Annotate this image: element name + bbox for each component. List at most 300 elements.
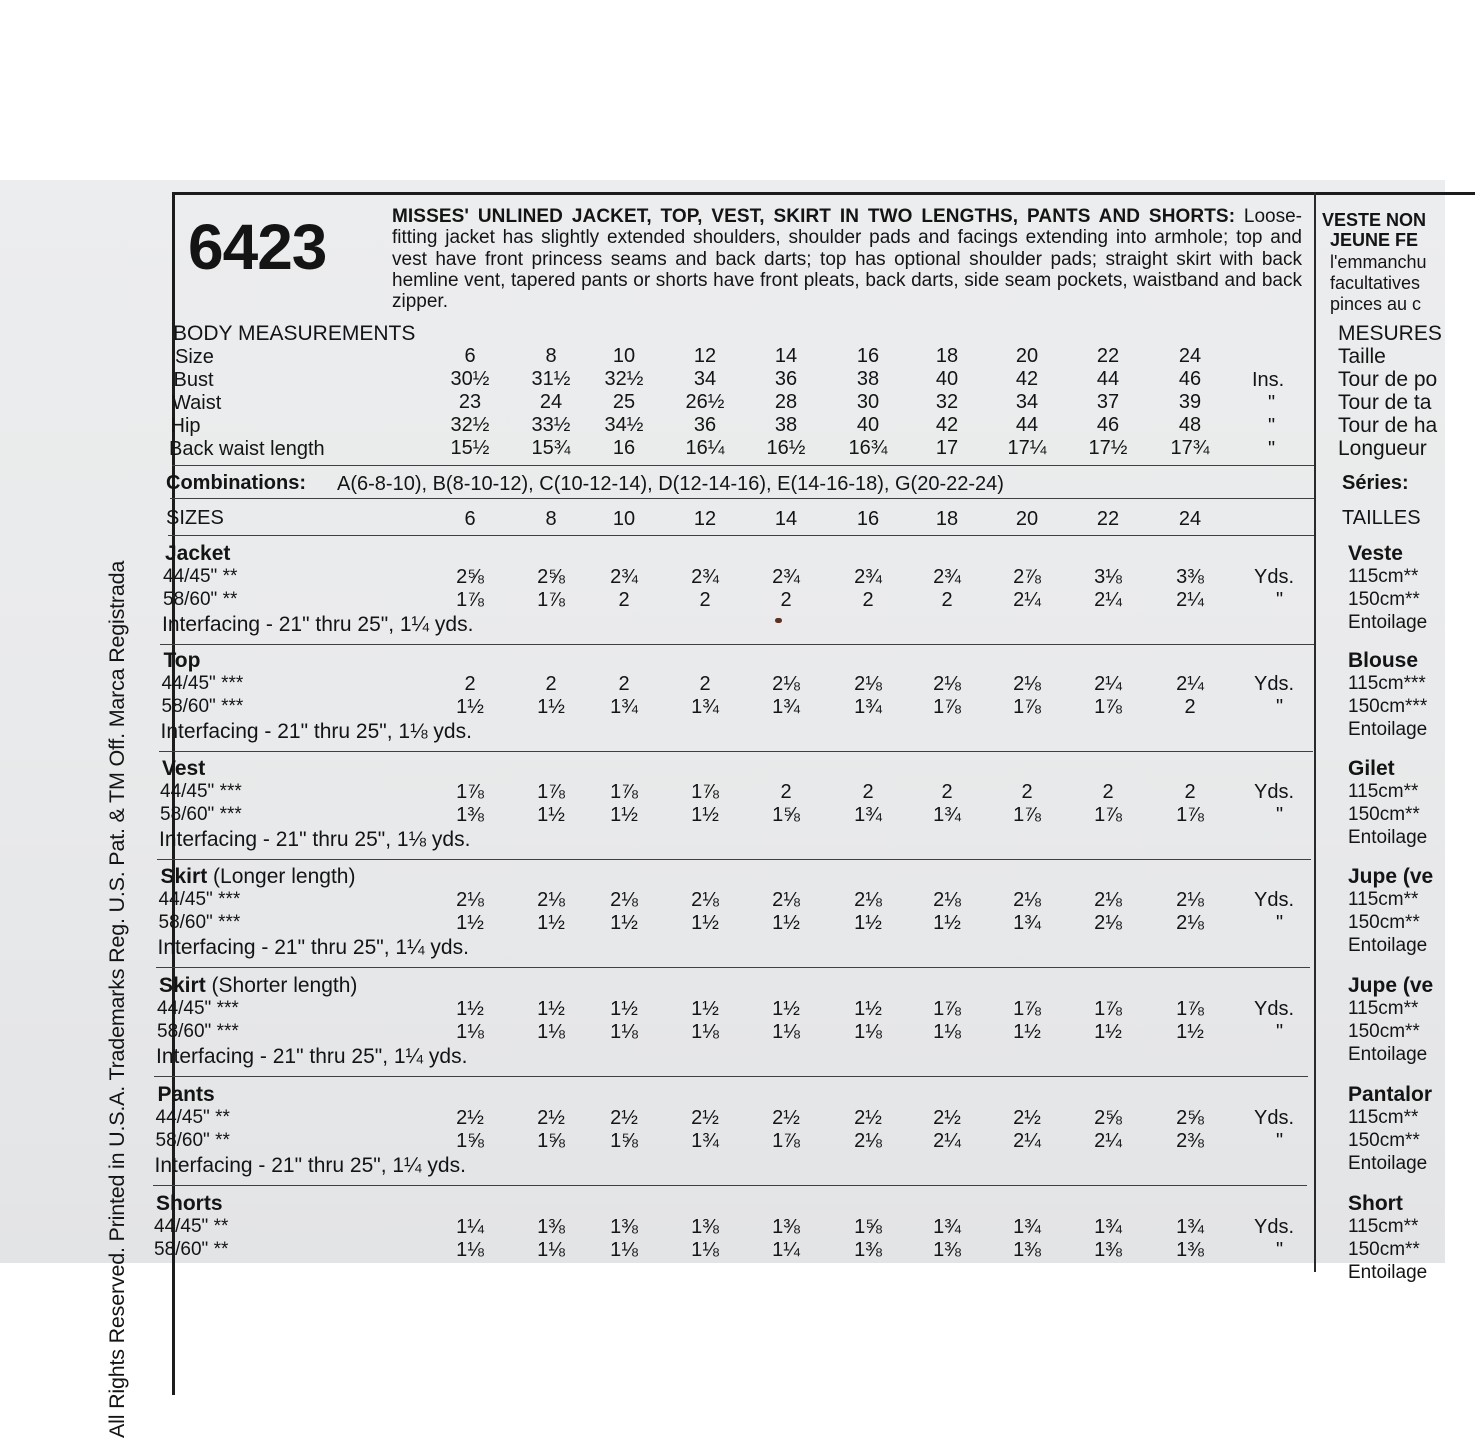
french-line: Entoilage <box>1348 1153 1428 1174</box>
yardage-row-label: 58/60" *** <box>158 912 241 933</box>
garment-name: Jacket <box>165 542 231 565</box>
french-line: Entoilage <box>1348 827 1428 848</box>
table-cell: 1½ <box>610 804 638 826</box>
table-cell: 1½ <box>1013 1021 1041 1043</box>
french-body: Tour de po <box>1338 368 1438 391</box>
table-cell: 1⅝ <box>854 1216 882 1238</box>
table-cell: 24 <box>539 391 563 413</box>
french-line: 115cm*** <box>1348 673 1426 694</box>
table-cell: 2¾ <box>772 566 800 588</box>
table-cell: 2⅝ <box>456 566 484 588</box>
table-cell: 14 <box>774 345 798 367</box>
section-rule <box>168 535 1314 536</box>
table-cell: 2¼ <box>1013 589 1041 611</box>
unit-label: Yds. <box>1254 1216 1295 1238</box>
table-cell: 23 <box>458 391 482 413</box>
unit-label: Yds. <box>1254 566 1295 588</box>
table-cell: 1½ <box>456 998 484 1020</box>
table-cell: 18 <box>935 508 959 530</box>
table-cell: 1½ <box>772 998 800 1020</box>
yardage-row-label: 44/45" ** <box>155 1107 230 1128</box>
table-cell: 14 <box>774 508 798 530</box>
section-rule <box>172 465 1314 466</box>
french-line: 150cm** <box>1348 804 1420 825</box>
interfacing-note: Interfacing - 21" thru 25", 1¼ yds. <box>157 936 469 959</box>
french-line: 115cm** <box>1348 566 1419 587</box>
garment-name: Pants <box>157 1083 215 1106</box>
table-cell: 1½ <box>456 696 484 718</box>
french-line: Entoilage <box>1348 1262 1428 1283</box>
table-cell: 38 <box>774 414 798 436</box>
table-cell: 1¾ <box>772 696 800 718</box>
table-cell: 2⅛ <box>772 889 800 911</box>
table-cell: 1⅞ <box>1094 998 1122 1020</box>
body-row-label: Size <box>175 346 214 368</box>
table-cell: 2⅛ <box>537 889 565 911</box>
table-cell: 1⅝ <box>772 804 800 826</box>
french-line: 115cm** <box>1348 889 1419 910</box>
table-cell: 1¾ <box>1013 1216 1041 1238</box>
table-cell: 2 <box>699 589 711 611</box>
pattern-description <box>392 206 1302 312</box>
body-row-label: Bust <box>173 369 214 391</box>
table-cell: 8 <box>545 345 557 367</box>
yardage-row-label: 58/60" ** <box>154 1239 229 1260</box>
french-garment: Jupe (ve <box>1348 865 1434 888</box>
table-cell: 1¼ <box>456 1216 484 1238</box>
garment-suffix: (Longer length) <box>207 865 356 888</box>
table-cell: 17¾ <box>1170 437 1210 459</box>
unit-label: " <box>1276 589 1284 611</box>
table-cell: 1½ <box>456 912 484 934</box>
table-cell: 1⅞ <box>772 1130 800 1152</box>
pattern-envelope-photo <box>0 180 1445 1438</box>
table-cell: 2 <box>1102 781 1114 803</box>
table-cell: 2⅛ <box>1176 912 1204 934</box>
unit-label: Yds. <box>1254 673 1295 695</box>
table-cell: 1½ <box>772 912 800 934</box>
table-cell: 46 <box>1096 414 1120 436</box>
table-cell: 16 <box>612 437 636 459</box>
yardage-row-label: 58/60" ** <box>163 589 238 610</box>
table-cell: 16½ <box>766 437 806 459</box>
french-desc: pinces au c <box>1330 294 1422 314</box>
table-cell: 12 <box>693 508 717 530</box>
table-cell: 42 <box>1015 368 1039 390</box>
table-cell: 2½ <box>691 1107 719 1129</box>
table-cell: 2½ <box>537 1107 565 1129</box>
table-cell: 17 <box>935 437 959 459</box>
table-cell: 12 <box>693 345 717 367</box>
table-cell: 2¼ <box>1094 1130 1122 1152</box>
garment-name: Vest <box>162 757 206 780</box>
table-cell: 1¾ <box>933 1216 961 1238</box>
table-cell: 2 <box>862 781 874 803</box>
french-garment: Jupe (ve <box>1348 974 1434 997</box>
table-cell: 37 <box>1096 391 1120 413</box>
table-cell: 34 <box>1015 391 1039 413</box>
table-cell: 2⅝ <box>1094 1107 1122 1129</box>
garment-name: Shorts <box>156 1192 223 1215</box>
table-cell: 34 <box>693 368 717 390</box>
table-cell: 2 <box>1184 781 1196 803</box>
table-cell: 1½ <box>610 912 638 934</box>
table-cell: 1½ <box>610 998 638 1020</box>
section-rule <box>153 1185 1307 1186</box>
table-cell: 1½ <box>691 912 719 934</box>
yardage-row-label: 44/45" ** <box>163 566 238 587</box>
french-line: 150cm** <box>1348 912 1420 933</box>
unit-label: " <box>1276 804 1284 826</box>
table-cell: 46 <box>1178 368 1202 390</box>
table-cell: 1½ <box>933 912 961 934</box>
table-cell: 39 <box>1178 391 1202 413</box>
table-cell: 48 <box>1178 414 1202 436</box>
table-cell: 2¼ <box>1094 673 1122 695</box>
table-cell: 2 <box>618 589 630 611</box>
table-cell: 18 <box>935 345 959 367</box>
unit-label: " <box>1276 1021 1284 1043</box>
table-cell: 2⅛ <box>854 673 882 695</box>
pattern-number: 6423 <box>188 211 327 283</box>
table-cell: 16 <box>856 508 880 530</box>
yardage-row-label: 44/45" *** <box>161 673 244 694</box>
combinations-text: A(6-8-10), B(8-10-12), C(10-12-14), D(12-14-16), E(14-16-18), G(20-22-24) <box>337 473 1004 495</box>
french-line: 150cm** <box>1348 1239 1420 1260</box>
sizes-label: SIZES <box>166 507 224 529</box>
french-title: JEUNE FE <box>1330 230 1419 250</box>
french-garment: Veste <box>1348 542 1403 565</box>
unit-label: " <box>1268 415 1276 437</box>
french-line: 115cm** <box>1348 781 1419 802</box>
table-cell: 1½ <box>691 998 719 1020</box>
table-cell: 3⅜ <box>1176 566 1204 588</box>
french-line: Entoilage <box>1348 612 1428 633</box>
french-garment: Short <box>1348 1192 1403 1215</box>
table-cell: 2¼ <box>1094 589 1122 611</box>
unit-label: " <box>1268 392 1276 414</box>
table-cell: 1½ <box>1094 1021 1122 1043</box>
table-cell: 2½ <box>1013 1107 1041 1129</box>
table-cell: 1⅜ <box>610 1216 638 1238</box>
table-cell: 1⅞ <box>933 696 961 718</box>
unit-label: " <box>1276 912 1284 934</box>
table-cell: 1⅞ <box>537 781 565 803</box>
table-cell: 30½ <box>450 368 490 390</box>
table-cell: 1⅞ <box>610 781 638 803</box>
table-cell: 2 <box>941 781 953 803</box>
table-cell: 1⅜ <box>691 1216 719 1238</box>
table-cell: 1⅜ <box>1176 1239 1204 1261</box>
pattern-title: MISSES' UNLINED JACKET, TOP, VEST, SKIRT IN TWO LENGTHS, PANTS AND SHORTS: <box>392 206 1236 227</box>
table-cell: 20 <box>1015 345 1039 367</box>
table-cell: 36 <box>693 414 717 436</box>
garment-name: Top <box>163 649 201 672</box>
table-cell: 2 <box>545 673 557 695</box>
table-cell: 2⅛ <box>854 1130 882 1152</box>
copyright-side-text: All Rights Reserved. Printed in U.S.A. Trademarks Reg. U.S. Pat. & TM Off. Marca Registrada <box>105 560 129 1438</box>
table-cell: 2½ <box>933 1107 961 1129</box>
table-cell: 1⅞ <box>456 781 484 803</box>
unit-label: " <box>1276 1239 1284 1261</box>
table-cell: 2 <box>618 673 630 695</box>
table-cell: 1⅜ <box>933 1239 961 1261</box>
table-cell: 22 <box>1096 345 1120 367</box>
table-cell: 2⅛ <box>772 673 800 695</box>
section-rule <box>154 1076 1308 1077</box>
section-rule <box>170 498 1314 499</box>
table-cell: 1⅞ <box>1013 696 1041 718</box>
french-garment: Gilet <box>1348 757 1395 780</box>
table-cell: 1⅞ <box>691 781 719 803</box>
table-cell: 2⅛ <box>1013 673 1041 695</box>
french-desc: facultatives <box>1330 273 1421 293</box>
table-cell: 2 <box>1021 781 1033 803</box>
unit-label: Yds. <box>1254 781 1295 803</box>
table-cell: 2 <box>464 673 476 695</box>
section-rule <box>159 751 1313 752</box>
table-cell: 2¾ <box>854 566 882 588</box>
body-row-label: Waist <box>172 392 222 414</box>
table-cell: 2 <box>862 589 874 611</box>
table-cell: 33½ <box>531 414 571 436</box>
table-cell: 28 <box>774 391 798 413</box>
table-cell: 1½ <box>1176 1021 1204 1043</box>
body-heading: BODY MEASUREMENTS <box>173 322 416 345</box>
table-cell: 2⅛ <box>456 889 484 911</box>
table-cell: 32½ <box>450 414 490 436</box>
french-body: Tour de ha <box>1338 414 1438 437</box>
interfacing-note: Interfacing - 21" thru 25", 1⅛ yds. <box>160 720 472 743</box>
table-cell: 2⅛ <box>1176 889 1204 911</box>
unit-label: " <box>1276 1130 1284 1152</box>
table-cell: 16¼ <box>685 437 725 459</box>
table-cell: 1⅛ <box>456 1021 484 1043</box>
table-cell: 2⅛ <box>1094 912 1122 934</box>
table-cell: 6 <box>464 508 476 530</box>
table-cell: 1¾ <box>691 696 719 718</box>
table-cell: 10 <box>612 508 636 530</box>
table-cell: 1⅝ <box>537 1130 565 1152</box>
garment-suffix: (Shorter length) <box>205 974 358 997</box>
interfacing-note: Interfacing - 21" thru 25", 1¼ yds. <box>156 1045 468 1068</box>
yardage-row-label: 58/60" *** <box>161 696 244 717</box>
body-row-label: Hip <box>170 415 201 437</box>
table-cell: 38 <box>856 368 880 390</box>
table-cell: 16¾ <box>848 437 888 459</box>
table-cell: 2⅛ <box>1013 889 1041 911</box>
table-cell: 26½ <box>685 391 725 413</box>
body-row-label: Back waist length <box>169 438 325 460</box>
table-cell: 15¾ <box>531 437 571 459</box>
table-cell: 2¼ <box>1176 589 1204 611</box>
table-cell: 36 <box>774 368 798 390</box>
table-cell: 2⅛ <box>933 673 961 695</box>
french-body: Longueur <box>1338 437 1427 460</box>
french-series: Séries: <box>1342 472 1409 494</box>
french-line: 115cm** <box>1348 998 1419 1019</box>
table-cell: 2⅝ <box>537 566 565 588</box>
table-cell: 2 <box>699 673 711 695</box>
interfacing-note: Interfacing - 21" thru 25", 1¼ yds. <box>154 1154 466 1177</box>
interfacing-note: Interfacing - 21" thru 25", 1⅛ yds. <box>159 828 471 851</box>
french-title: VESTE NON <box>1322 210 1427 230</box>
table-cell: 1⅞ <box>933 998 961 1020</box>
table-cell: 2⅞ <box>1013 566 1041 588</box>
table-cell: 1¾ <box>1176 1216 1204 1238</box>
table-cell: 1¾ <box>610 696 638 718</box>
french-line: 150cm*** <box>1348 696 1428 717</box>
table-cell: 1⅜ <box>772 1216 800 1238</box>
table-cell: 2¾ <box>691 566 719 588</box>
table-cell: 1⅛ <box>610 1021 638 1043</box>
table-cell: 3⅛ <box>1094 566 1122 588</box>
table-cell: 1½ <box>854 912 882 934</box>
yardage-row-label: 58/60" ** <box>155 1130 230 1151</box>
table-cell: 2 <box>780 589 792 611</box>
table-cell: 1½ <box>537 998 565 1020</box>
french-garment: Blouse <box>1348 649 1419 672</box>
table-cell: 2⅝ <box>1176 1107 1204 1129</box>
yardage-row-label: 44/45" ** <box>154 1216 229 1237</box>
french-line: 115cm** <box>1348 1216 1419 1237</box>
table-cell: 2 <box>941 589 953 611</box>
table-cell: 2¼ <box>933 1130 961 1152</box>
unit-label: " <box>1268 438 1276 460</box>
table-cell: 1¾ <box>854 696 882 718</box>
yardage-row-label: 44/45" *** <box>158 889 241 910</box>
table-cell: 1⅞ <box>1094 804 1122 826</box>
table-cell: 2¼ <box>1176 673 1204 695</box>
table-cell: 2¾ <box>610 566 638 588</box>
yardage-row-label: 58/60" *** <box>160 804 242 825</box>
french-body: Tour de ta <box>1338 391 1432 414</box>
table-cell: 1¼ <box>772 1239 800 1261</box>
table-cell: 2½ <box>854 1107 882 1129</box>
table-cell: 1¾ <box>933 804 961 826</box>
table-cell: 1¾ <box>691 1130 719 1152</box>
table-cell: 1⅝ <box>456 1130 484 1152</box>
french-garment: Pantalor <box>1348 1083 1433 1106</box>
table-cell: 1⅛ <box>854 1021 882 1043</box>
table-cell: 2⅛ <box>610 889 638 911</box>
french-line: Entoilage <box>1348 935 1428 956</box>
table-cell: 17¼ <box>1007 437 1047 459</box>
french-tailles: TAILLES <box>1342 507 1421 529</box>
table-cell: 1½ <box>537 912 565 934</box>
table-cell: 40 <box>856 414 880 436</box>
table-cell: 34½ <box>604 414 644 436</box>
table-cell: 20 <box>1015 508 1039 530</box>
table-cell: 8 <box>545 508 557 530</box>
table-cell: 1½ <box>691 804 719 826</box>
table-cell: 2⅛ <box>933 889 961 911</box>
table-cell: 31½ <box>531 368 571 390</box>
unit-label: Yds. <box>1254 1107 1295 1129</box>
table-cell: 2½ <box>456 1107 484 1129</box>
french-line: 115cm** <box>1348 1107 1419 1128</box>
table-cell: 1¾ <box>854 804 882 826</box>
pattern-description-text: Loose-fitting jacket has slightly extended shoulders, shoulder pads and facings extending into armhole; top and vest have front princess seams and back darts; top has optional shoulder pads; straight skirt with back hemline vent, tapered pants or shorts have front pleats, back darts, side seam pockets, waistband and back zipper. <box>392 206 1302 313</box>
column-divider <box>1314 192 1316 1272</box>
combinations-label: Combinations: <box>166 472 306 494</box>
table-cell: 24 <box>1178 508 1202 530</box>
unit-label: Yds. <box>1254 889 1295 911</box>
table-cell: 1⅜ <box>854 1239 882 1261</box>
table-cell: 1¾ <box>1094 1216 1122 1238</box>
table-cell: 2½ <box>610 1107 638 1129</box>
section-rule <box>156 967 1310 968</box>
table-cell: 1½ <box>537 804 565 826</box>
interfacing-note: Interfacing - 21" thru 25", 1¼ yds. <box>162 613 474 636</box>
table-cell: 2⅛ <box>854 889 882 911</box>
table-cell: 1⅛ <box>456 1239 484 1261</box>
table-cell: 6 <box>464 345 476 367</box>
table-cell: 2¾ <box>933 566 961 588</box>
table-cell: 2¼ <box>1013 1130 1041 1152</box>
table-cell: 44 <box>1096 368 1120 390</box>
table-cell: 2⅛ <box>1094 889 1122 911</box>
french-line: 150cm** <box>1348 1130 1420 1151</box>
table-cell: 10 <box>612 345 636 367</box>
french-line: 150cm** <box>1348 589 1420 610</box>
table-cell: 1⅛ <box>772 1021 800 1043</box>
table-cell: 1⅛ <box>610 1239 638 1261</box>
table-cell: 25 <box>612 391 636 413</box>
yardage-row-label: 44/45" *** <box>157 998 239 1019</box>
table-cell: 1½ <box>537 696 565 718</box>
table-cell: 1⅝ <box>610 1130 638 1152</box>
french-line: Entoilage <box>1348 719 1428 740</box>
table-cell: 1⅜ <box>537 1216 565 1238</box>
table-cell: 16 <box>856 345 880 367</box>
table-cell: 1⅞ <box>1176 998 1204 1020</box>
table-cell: 1⅞ <box>1094 696 1122 718</box>
table-cell: 22 <box>1096 508 1120 530</box>
table-cell: 1⅞ <box>1013 804 1041 826</box>
table-cell: 1½ <box>854 998 882 1020</box>
table-cell: 32½ <box>604 368 644 390</box>
table-cell: 1⅛ <box>691 1021 719 1043</box>
french-desc: l'emmanchu <box>1330 252 1427 272</box>
french-line: Entoilage <box>1348 1044 1428 1065</box>
unit-label: " <box>1276 696 1284 718</box>
table-cell: 1⅛ <box>537 1021 565 1043</box>
table-cell: 1⅞ <box>537 589 565 611</box>
unit-label: Ins. <box>1252 369 1285 391</box>
table-cell: 2⅛ <box>691 889 719 911</box>
table-cell: 44 <box>1015 414 1039 436</box>
table-cell: 2 <box>780 781 792 803</box>
table-cell: 1⅞ <box>1013 998 1041 1020</box>
table-cell: 1⅜ <box>1094 1239 1122 1261</box>
table-cell: 30 <box>856 391 880 413</box>
table-cell: 15½ <box>450 437 490 459</box>
french-body: Taille <box>1338 345 1386 368</box>
table-cell: 24 <box>1178 345 1202 367</box>
ink-spot <box>775 618 782 623</box>
table-cell: 2½ <box>772 1107 800 1129</box>
table-cell: 1¾ <box>1013 912 1041 934</box>
table-cell: 1⅞ <box>1176 804 1204 826</box>
table-cell: 1⅜ <box>1013 1239 1041 1261</box>
table-cell: 2⅜ <box>1176 1130 1204 1152</box>
section-rule <box>160 644 1314 645</box>
table-cell: 1⅞ <box>456 589 484 611</box>
yardage-row-label: 58/60" *** <box>157 1021 239 1042</box>
table-cell: 1⅛ <box>933 1021 961 1043</box>
french-body: MESURES <box>1338 322 1442 345</box>
